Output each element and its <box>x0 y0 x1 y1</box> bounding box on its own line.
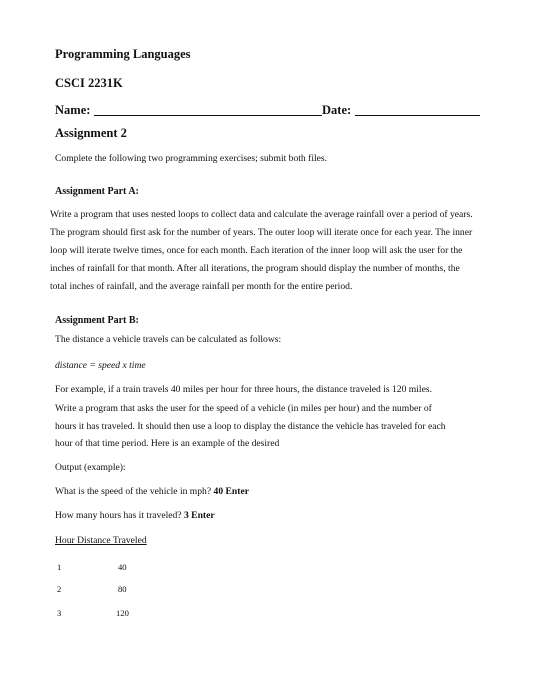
part-b-line: hour of that time period. Here is an example of the desired <box>55 438 280 449</box>
assignment-title: Assignment 2 <box>55 126 127 140</box>
part-b-line: hours it has traveled. It should then use a loop to display the distance the vehicle has traveled for each <box>55 421 446 432</box>
speed-prompt-input: 40 Enter <box>213 486 249 497</box>
part-a-line: inches of rainfall for that month. After all iterations, the program should display the number of months, the <box>50 263 460 274</box>
part-b-line: Write a program that asks the user for the speed of a vehicle (in miles per hour) and the number of <box>55 403 432 414</box>
part-a-line: Write a program that uses nested loops to collect data and calculate the average rainfall over a period of years. <box>50 209 473 220</box>
part-b-intro: The distance a vehicle travels can be calculated as follows: <box>55 334 282 345</box>
hours-prompt <box>55 510 215 521</box>
part-b-line: For example, if a train travels 40 miles per hour for three hours, the distance traveled is 120 miles. <box>55 384 432 395</box>
table-header: Hour Distance Traveled <box>55 535 147 546</box>
part-b-heading: Assignment Part B: <box>55 315 139 326</box>
date-label: Date: <box>322 103 352 117</box>
part-a-line: total inches of rainfall, and the average rainfall per month for the entire period. <box>50 281 353 292</box>
output-label: Output (example): <box>55 462 126 473</box>
course-code: CSCI 2231K <box>55 76 123 90</box>
hours-prompt-text: How many hours has it traveled? <box>55 510 182 521</box>
speed-prompt <box>55 486 249 497</box>
hours-prompt-input: 3 Enter <box>183 510 215 521</box>
table-cell-distance: 120 <box>116 608 129 618</box>
part-a-line: loop will iterate twelve times, once for each month. Each iteration of the inner loop will ask the user for the <box>50 245 463 256</box>
name-field-line <box>94 115 322 116</box>
table-cell-distance: 40 <box>118 562 127 572</box>
table-cell-distance: 80 <box>118 584 127 594</box>
instructions: Complete the following two programming exercises; submit both files. <box>55 153 328 164</box>
table-cell-hour: 3 <box>57 608 62 618</box>
part-a-heading: Assignment Part A: <box>55 186 139 197</box>
part-a-line: The program should first ask for the number of years. The outer loop will iterate once for each year. The inner <box>50 227 473 238</box>
table-cell-hour: 1 <box>57 562 62 572</box>
table-cell-hour: 2 <box>57 584 62 594</box>
distance-formula: distance = speed x time <box>55 360 146 371</box>
speed-prompt-text: What is the speed of the vehicle in mph? <box>55 486 212 497</box>
name-label: Name: <box>55 103 91 117</box>
course-title: Programming Languages <box>55 47 191 61</box>
date-field-line <box>355 115 480 116</box>
